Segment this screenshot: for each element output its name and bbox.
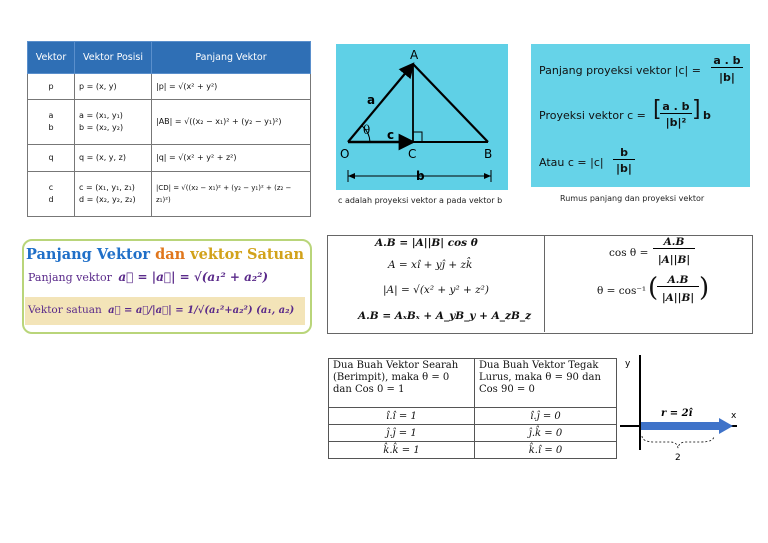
magnitude-line bbox=[28, 270, 268, 284]
formula-vector-components: A = xî + yĵ + zk̂ bbox=[388, 259, 473, 271]
table-row bbox=[28, 171, 311, 216]
vector-position-table bbox=[27, 41, 311, 217]
vector-length: |CD| = √((x₂ − x₁)² + (y₂ − y₁)² + (z₂ − z₁)²) bbox=[156, 183, 292, 204]
parallel-product: k̂.k̂ = 1 bbox=[329, 442, 475, 459]
formula-theta-num: A.B bbox=[657, 274, 699, 287]
paren-left: ( bbox=[648, 273, 659, 303]
header-perpendicular: Dua Buah Vektor Tegak Lurus, maka θ = 90 dan Cos 90 = 0 bbox=[475, 359, 617, 408]
position-vector: b = (x₂, y₂) bbox=[79, 123, 124, 133]
unit-formula: a⃗ = a⃗/|a⃗| = 1/√(a₁²+a₂²) (a₁, a₂) bbox=[108, 305, 295, 316]
projection-vector-tail: b bbox=[703, 109, 711, 122]
parallel-product: ĵ.ĵ = 1 bbox=[329, 425, 475, 442]
formula-theta-lhs: θ = cos⁻¹ bbox=[597, 285, 647, 297]
bracket-right: ] bbox=[692, 97, 701, 122]
label-theta: θ bbox=[363, 123, 371, 137]
projection-vector-label: Proyeksi vektor c = bbox=[539, 109, 646, 122]
vector-r-label: r = 2î bbox=[661, 408, 693, 419]
table-row bbox=[28, 145, 311, 171]
position-vector: a = (x₁, y₁) bbox=[79, 111, 123, 121]
vector-r-body bbox=[641, 422, 721, 430]
projection-alt-den: |b| bbox=[616, 162, 632, 175]
table-row bbox=[329, 425, 617, 442]
position-vector: d = (x₂, y₂, z₂) bbox=[79, 194, 136, 204]
formula-divider bbox=[544, 235, 545, 332]
vector-length: |p| = √(x² + y²) bbox=[156, 81, 218, 91]
unit-vector-title bbox=[26, 246, 304, 263]
bracket-left: [ bbox=[653, 97, 662, 122]
table-row bbox=[329, 442, 617, 459]
label-B: B bbox=[484, 147, 493, 161]
projection-length-num: a . b bbox=[711, 54, 743, 68]
vector-length: |q| = √(x² + y² + z²) bbox=[156, 153, 237, 163]
projection-caption: Rumus panjang dan proyeksi vektor bbox=[560, 194, 705, 203]
formula-cos-num: A.B bbox=[653, 236, 695, 249]
col-header-vektor: Vektor bbox=[28, 42, 75, 74]
title-part2: dan bbox=[155, 246, 186, 263]
formula-dot-product-components: A.B = AₓBₓ + A_yB_y + A_zB_z bbox=[358, 310, 532, 322]
projection-alt-num: b bbox=[613, 146, 635, 160]
vector-name: a bbox=[48, 111, 54, 121]
formula-cos-lhs: cos θ = bbox=[609, 247, 649, 259]
vector-name: d bbox=[48, 194, 54, 204]
vector-name: q bbox=[48, 153, 54, 163]
projection-diagram-svg bbox=[336, 44, 508, 190]
table-row bbox=[329, 408, 617, 425]
label-c: c bbox=[387, 128, 395, 142]
right-angle-mark bbox=[413, 132, 422, 142]
magnitude-formula: a⃗ = |a⃗| = √(a₁² + a₂²) bbox=[118, 270, 269, 284]
projection-length-label: Panjang proyeksi vektor |c| = bbox=[539, 64, 701, 77]
paren-right: ) bbox=[699, 273, 710, 303]
table-row bbox=[28, 100, 311, 145]
formula-cos-den: |A||B| bbox=[657, 254, 691, 266]
parallel-product: î.î = 1 bbox=[329, 408, 475, 425]
vector-length-label: 2 bbox=[675, 453, 681, 463]
projection-vector-den: |b|² bbox=[665, 116, 687, 129]
axis-vector-diagram bbox=[615, 350, 745, 465]
label-A: A bbox=[410, 48, 419, 62]
projection-formula-panel bbox=[531, 44, 750, 187]
projection-diagram bbox=[336, 44, 508, 190]
unit-vector-dot-table bbox=[328, 358, 617, 459]
dimension-left-arrow bbox=[348, 173, 355, 179]
label-O: O bbox=[340, 147, 350, 161]
vector-length: |AB| = √((x₂ − x₁)² + (y₂ − y₁)²) bbox=[156, 117, 282, 127]
diagram-caption: c adalah proyeksi vektor a pada vektor b bbox=[338, 196, 503, 205]
dimension-right-arrow bbox=[484, 173, 491, 179]
perpendicular-product: î.ĵ = 0 bbox=[475, 408, 617, 425]
length-brace bbox=[642, 436, 714, 448]
perpendicular-product: ĵ.k̂ = 0 bbox=[475, 425, 617, 442]
vector-name: p bbox=[48, 81, 54, 91]
projection-alt-label: Atau c = |c| bbox=[539, 156, 604, 169]
title-part3: vektor Satuan bbox=[190, 246, 305, 263]
col-header-vektor-posisi: Vektor Posisi bbox=[75, 42, 152, 74]
col-header-panjang-vektor: Panjang Vektor bbox=[152, 42, 311, 74]
table-row bbox=[28, 74, 311, 100]
unit-label: Vektor satuan bbox=[28, 304, 102, 316]
vector-name: b bbox=[48, 123, 54, 133]
position-vector: p = (x, y) bbox=[79, 81, 117, 91]
unit-vector-line bbox=[25, 297, 305, 325]
vector-name: c bbox=[48, 182, 54, 192]
label-b: b bbox=[416, 169, 425, 183]
side-ab bbox=[413, 64, 488, 142]
vector-a-arrow bbox=[348, 64, 413, 142]
label-a: a bbox=[367, 93, 376, 107]
y-axis-label: y bbox=[625, 359, 631, 369]
position-vector: q = (x, y, z) bbox=[79, 153, 126, 163]
magnitude-label: Panjang vektor bbox=[28, 271, 112, 284]
formula-theta-den: |A||B| bbox=[661, 292, 695, 304]
projection-length-den: |b| bbox=[719, 71, 735, 84]
perpendicular-product: k̂.î = 0 bbox=[475, 442, 617, 459]
position-vector: c = (x₁, y₁, z₁) bbox=[79, 182, 135, 192]
x-axis-label: x bbox=[731, 411, 737, 421]
header-parallel: Dua Buah Vektor Searah (Berimpit), maka θ = 0 dan Cos 0 = 1 bbox=[329, 359, 475, 408]
formula-dot-product-cos: A.B = |A||B| cos θ bbox=[375, 237, 478, 249]
title-part1: Panjang Vektor bbox=[26, 246, 151, 263]
formula-magnitude: |A| = √(x² + y² + z²) bbox=[383, 284, 489, 296]
projection-vector-num: a . b bbox=[660, 100, 692, 114]
label-C: C bbox=[408, 147, 417, 161]
